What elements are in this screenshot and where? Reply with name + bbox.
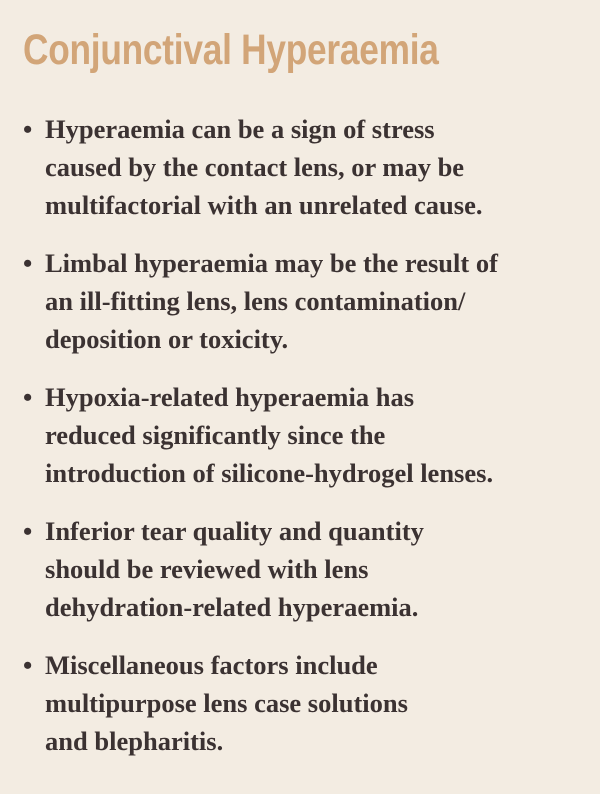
bullet-5-line-3: and blepharitis.	[45, 726, 224, 756]
bullet-icon: •	[23, 114, 33, 144]
bullet-item-4	[0, 512, 600, 626]
bullet-5-line-1: Miscellaneous factors include	[45, 650, 378, 680]
bullet-item-5	[0, 646, 600, 760]
bullet-item-3	[0, 378, 600, 492]
bullet-4-line-2: should be reviewed with lens	[45, 554, 369, 584]
bullet-4-line-3: dehydration-related hyperaemia.	[45, 592, 419, 622]
bullet-icon: •	[23, 382, 33, 412]
bullet-item-1	[0, 110, 600, 224]
bullet-1-line-1: Hyperaemia can be a sign of stress	[45, 114, 435, 144]
bullet-3-line-3: introduction of silicone-hydrogel lenses.	[45, 458, 494, 488]
panel-title: Conjunctival Hyperaemia	[23, 26, 439, 74]
bullet-3-line-1: Hypoxia-related hyperaemia has	[45, 382, 415, 412]
bullet-1-line-2: caused by the contact lens, or may be	[45, 152, 465, 182]
bullet-1-line-3: multifactorial with an unrelated cause.	[45, 190, 483, 220]
bullet-3-line-2: reduced significantly since the	[45, 420, 386, 450]
bullet-5-line-2: multipurpose lens case solutions	[45, 688, 408, 718]
bullet-icon: •	[23, 248, 33, 278]
bullet-2-line-2: an ill-fitting lens, lens contamination/	[45, 286, 466, 316]
bullet-4-line-1: Inferior tear quality and quantity	[45, 516, 424, 546]
bullet-item-2	[0, 244, 600, 358]
bullet-list	[0, 110, 600, 780]
bullet-2-line-1: Limbal hyperaemia may be the result of	[45, 248, 498, 278]
bullet-icon: •	[23, 650, 33, 680]
bullet-icon: •	[23, 516, 33, 546]
bullet-2-line-3: deposition or toxicity.	[45, 324, 289, 354]
